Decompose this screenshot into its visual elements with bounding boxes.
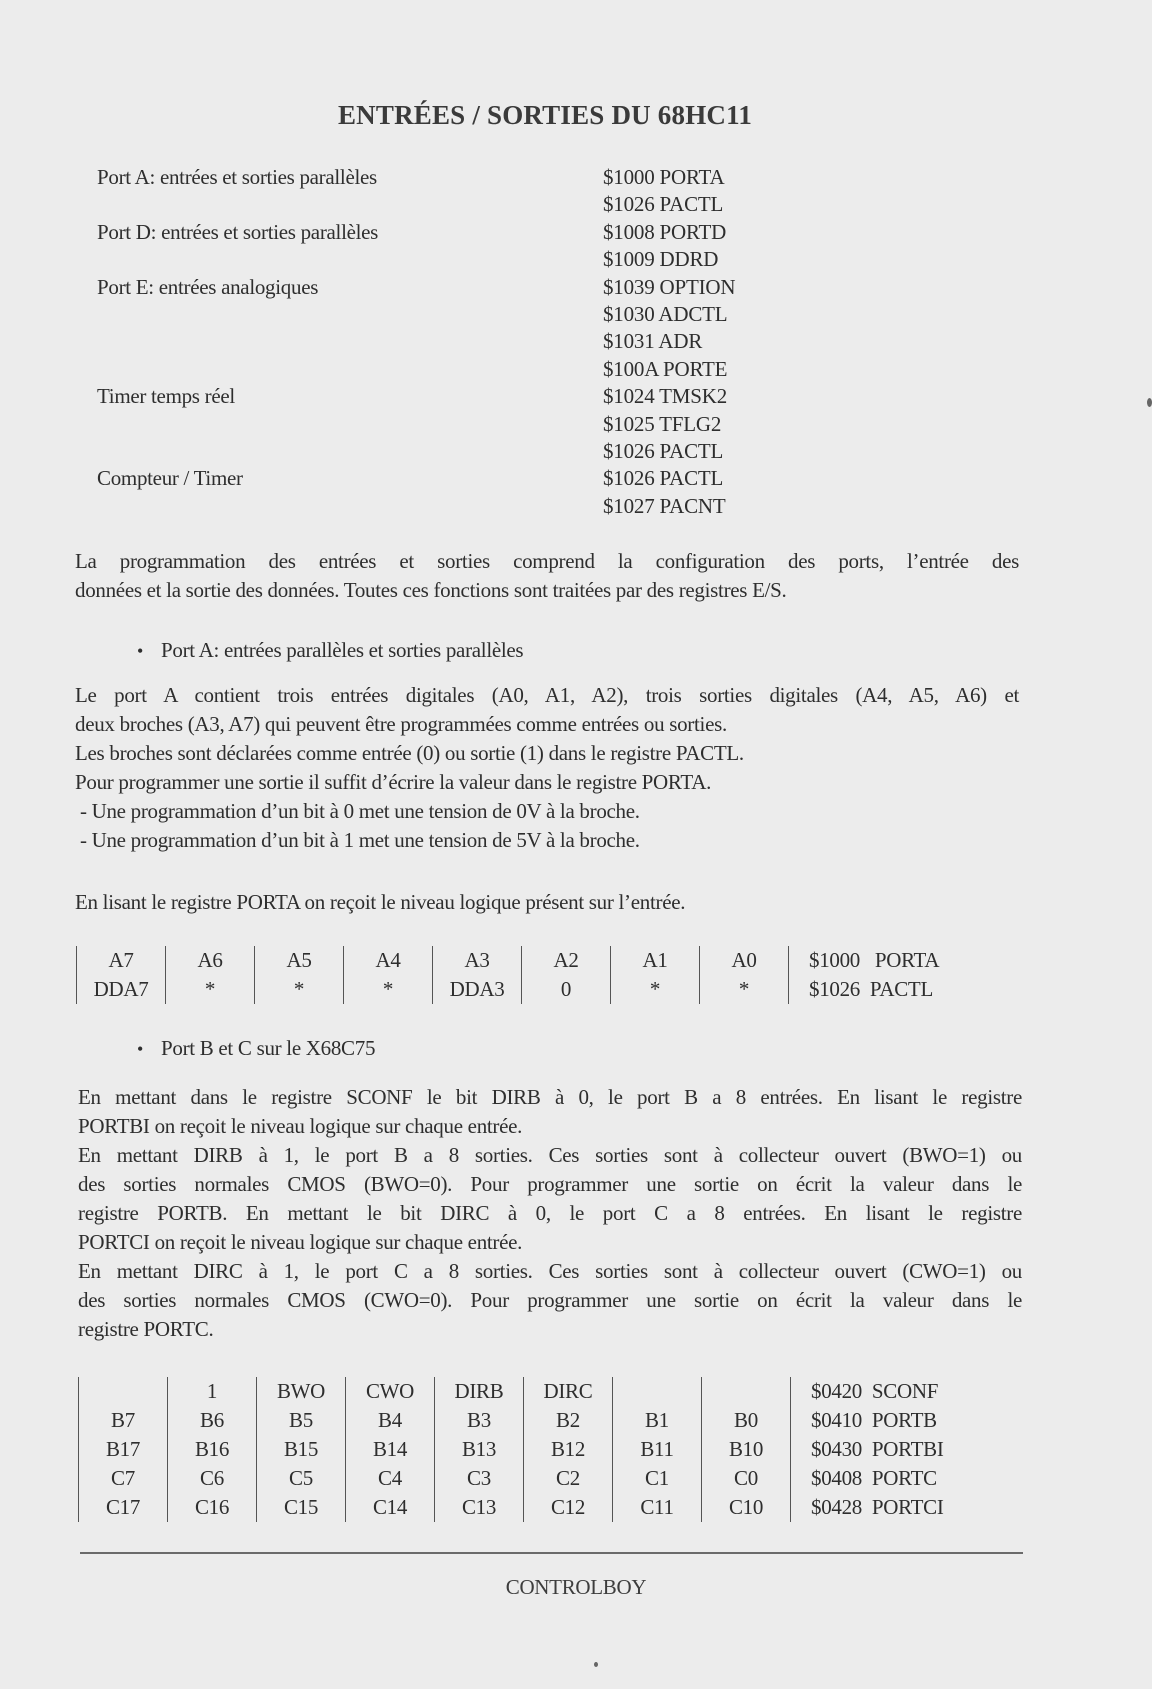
bit-cell: B14: [346, 1435, 435, 1464]
port-bc-line: En mettant dans le registre SCONF le bit DIRB à 0, le port B a 8 entrées. En lisant le registre: [78, 1085, 1022, 1109]
bit-cell: *: [611, 975, 700, 1004]
bit-cell: B4: [346, 1406, 435, 1435]
register-address: $1026 PACTL: [603, 466, 724, 491]
bit-cell: A5: [255, 946, 344, 975]
bit-cell: *: [255, 975, 344, 1004]
bit-cell: C15: [257, 1493, 346, 1522]
bit-cell: C7: [79, 1464, 168, 1493]
register-name-cell: $0408 PORTC: [791, 1464, 944, 1493]
bit-cell: B5: [257, 1406, 346, 1435]
register-group-label: Port A: entrées et sorties parallèles: [97, 165, 377, 189]
port-bc-line: des sorties normales CMOS (CWO=0). Pour programmer une sortie on écrit la valeur dans le: [78, 1288, 1022, 1312]
bit-cell: [79, 1377, 168, 1406]
bit-cell: B12: [524, 1435, 613, 1464]
intro-paragraph: [75, 547, 1019, 605]
section-heading-port-a: [137, 638, 523, 663]
bit-cell: B3: [435, 1406, 524, 1435]
bit-cell: 1: [168, 1377, 257, 1406]
scan-mark: [594, 1662, 598, 1667]
port-a-paragraph: [75, 681, 1019, 855]
bit-cell: C5: [257, 1464, 346, 1493]
bit-cell: B11: [613, 1435, 702, 1464]
port-a-line: deux broches (A3, A7) qui peuvent être programmées comme entrées ou sorties.: [75, 712, 727, 736]
bit-cell: A6: [166, 946, 255, 975]
section-heading-text: Port B et C sur le X68C75: [161, 1036, 376, 1060]
bit-cell: A4: [344, 946, 433, 975]
register-name-cell: $1000 PORTA: [789, 946, 940, 975]
register-group-label: Timer temps réel: [97, 384, 235, 409]
bit-cell: DDA3: [433, 975, 522, 1004]
port-a-line: Le port A contient trois entrées digitales (A0, A1, A2), trois sorties digitales (A4, A5, A6) et: [75, 683, 1019, 707]
port-bc-line: En mettant DIRB à 1, le port B a 8 sorties. Ces sorties sont à collecteur ouvert (BWO=1) ou: [78, 1143, 1022, 1167]
register-table-row: [79, 1493, 944, 1522]
bit-cell: *: [166, 975, 255, 1004]
bit-cell: BWO: [257, 1377, 346, 1406]
bullet-icon: •: [137, 641, 144, 661]
bit-cell: [702, 1377, 791, 1406]
bit-cell: DIRC: [524, 1377, 613, 1406]
register-group-label: Port E: entrées analogiques: [97, 274, 319, 299]
register-address: $1030 ADCTL: [603, 302, 728, 326]
register-table-row: [79, 1464, 944, 1493]
port-bc-line: registre PORTB. En mettant le bit DIRC à 0, le port C a 8 entrées. En lisant le registre: [78, 1201, 1022, 1225]
bit-cell: B7: [79, 1406, 168, 1435]
bit-cell: C12: [524, 1493, 613, 1522]
register-group-label: Port D: entrées et sorties parallèles: [97, 219, 379, 244]
port-a-line: - Une programmation d’un bit à 0 met une tension de 0V à la broche.: [75, 799, 640, 823]
bit-cell: C3: [435, 1464, 524, 1493]
bit-cell: *: [344, 975, 433, 1004]
intro-line: données et la sortie des données. Toutes ces fonctions sont traitées par des registres E/S.: [75, 578, 787, 602]
bit-cell: C2: [524, 1464, 613, 1493]
bit-cell: B2: [524, 1406, 613, 1435]
port-a-line: Les broches sont déclarées comme entrée (0) ou sortie (1) dans le registre PACTL.: [75, 741, 744, 765]
bullet-icon: •: [137, 1039, 144, 1059]
port-a-line: - Une programmation d’un bit à 1 met une tension de 5V à la broche.: [75, 828, 640, 852]
bit-cell: A2: [522, 946, 611, 975]
bit-cell: A1: [611, 946, 700, 975]
register-address: $1025 TFLG2: [603, 411, 722, 436]
bit-cell: B6: [168, 1406, 257, 1435]
bit-cell: 0: [522, 975, 611, 1004]
register-name-cell: $0428 PORTCI: [791, 1493, 944, 1522]
bit-cell: C6: [168, 1464, 257, 1493]
register-table-row: [79, 1435, 944, 1464]
register-name-cell: $0410 PORTB: [791, 1406, 944, 1435]
port-bc-paragraph: [78, 1083, 1022, 1344]
section-heading-port-bc: [137, 1036, 375, 1061]
bit-cell: C0: [702, 1464, 791, 1493]
port-bc-line: PORTCI on reçoit le niveau logique sur chaque entrée.: [78, 1230, 523, 1254]
footer-text: CONTROLBOY: [505, 1575, 647, 1599]
register-table-row: [79, 1406, 944, 1435]
scan-mark: [1147, 398, 1152, 407]
register-address: $1026 PACTL: [603, 439, 724, 463]
register-group-label: Compteur / Timer: [97, 466, 243, 491]
footer-divider: [80, 1552, 1023, 1554]
bit-cell: [613, 1377, 702, 1406]
porta-register-table: [76, 946, 939, 1004]
bit-cell: C10: [702, 1493, 791, 1522]
bit-cell: C4: [346, 1464, 435, 1493]
register-address: $1039 OPTION: [603, 274, 736, 299]
page-title: ENTRÉES / SORTIES DU 68HC11: [337, 100, 753, 130]
register-table-row: [79, 1377, 944, 1406]
bit-cell: B1: [613, 1406, 702, 1435]
bit-cell: C16: [168, 1493, 257, 1522]
bit-cell: *: [700, 975, 789, 1004]
register-address: $100A PORTE: [603, 356, 728, 381]
register-table-row: [77, 975, 940, 1004]
bit-cell: C14: [346, 1493, 435, 1522]
register-address: $1000 PORTA: [603, 165, 725, 189]
bit-cell: A3: [433, 946, 522, 975]
register-address: $1027 PACNT: [603, 493, 726, 518]
bit-cell: CWO: [346, 1377, 435, 1406]
bit-cell: B13: [435, 1435, 524, 1464]
register-address: $1024 TMSK2: [603, 384, 728, 409]
register-address: $1026 PACTL: [603, 192, 724, 217]
bit-cell: B10: [702, 1435, 791, 1464]
bit-cell: DIRB: [435, 1377, 524, 1406]
bit-cell: C11: [613, 1493, 702, 1522]
bit-cell: B17: [79, 1435, 168, 1464]
register-name-cell: $0430 PORTBI: [791, 1435, 944, 1464]
bit-cell: B16: [168, 1435, 257, 1464]
register-name-cell: $0420 SCONF: [791, 1377, 944, 1406]
bit-cell: B0: [702, 1406, 791, 1435]
portbc-register-table: [78, 1377, 944, 1522]
register-name-cell: $1026 PACTL: [789, 975, 940, 1004]
bit-cell: B15: [257, 1435, 346, 1464]
register-address: $1009 DDRD: [603, 247, 719, 272]
bit-cell: A0: [700, 946, 789, 975]
section-heading-text: Port A: entrées parallèles et sorties parallèles: [161, 638, 524, 662]
register-address: $1008 PORTD: [603, 219, 727, 244]
port-bc-line: PORTBI on reçoit le niveau logique sur chaque entrée.: [78, 1114, 523, 1138]
bit-cell: DDA7: [77, 975, 166, 1004]
bit-cell: C1: [613, 1464, 702, 1493]
register-address: $1031 ADR: [603, 329, 703, 354]
register-table-row: [77, 946, 940, 975]
porta-reading-note: En lisant le registre PORTA on reçoit le niveau logique présent sur l’entrée.: [75, 890, 686, 914]
bit-cell: A7: [77, 946, 166, 975]
port-bc-line: des sorties normales CMOS (BWO=0). Pour programmer une sortie on écrit la valeur dans le: [78, 1172, 1022, 1196]
port-bc-line: En mettant DIRC à 1, le port C a 8 sorties. Ces sorties sont à collecteur ouvert (CWO=1) ou: [78, 1259, 1022, 1283]
bit-cell: C17: [79, 1493, 168, 1522]
port-a-line: Pour programmer une sortie il suffit d’écrire la valeur dans le registre PORTA.: [75, 770, 712, 794]
bit-cell: C13: [435, 1493, 524, 1522]
port-bc-line: registre PORTC.: [78, 1317, 214, 1341]
intro-line: La programmation des entrées et sorties comprend la configuration des ports, l’entrée des: [75, 549, 1019, 573]
